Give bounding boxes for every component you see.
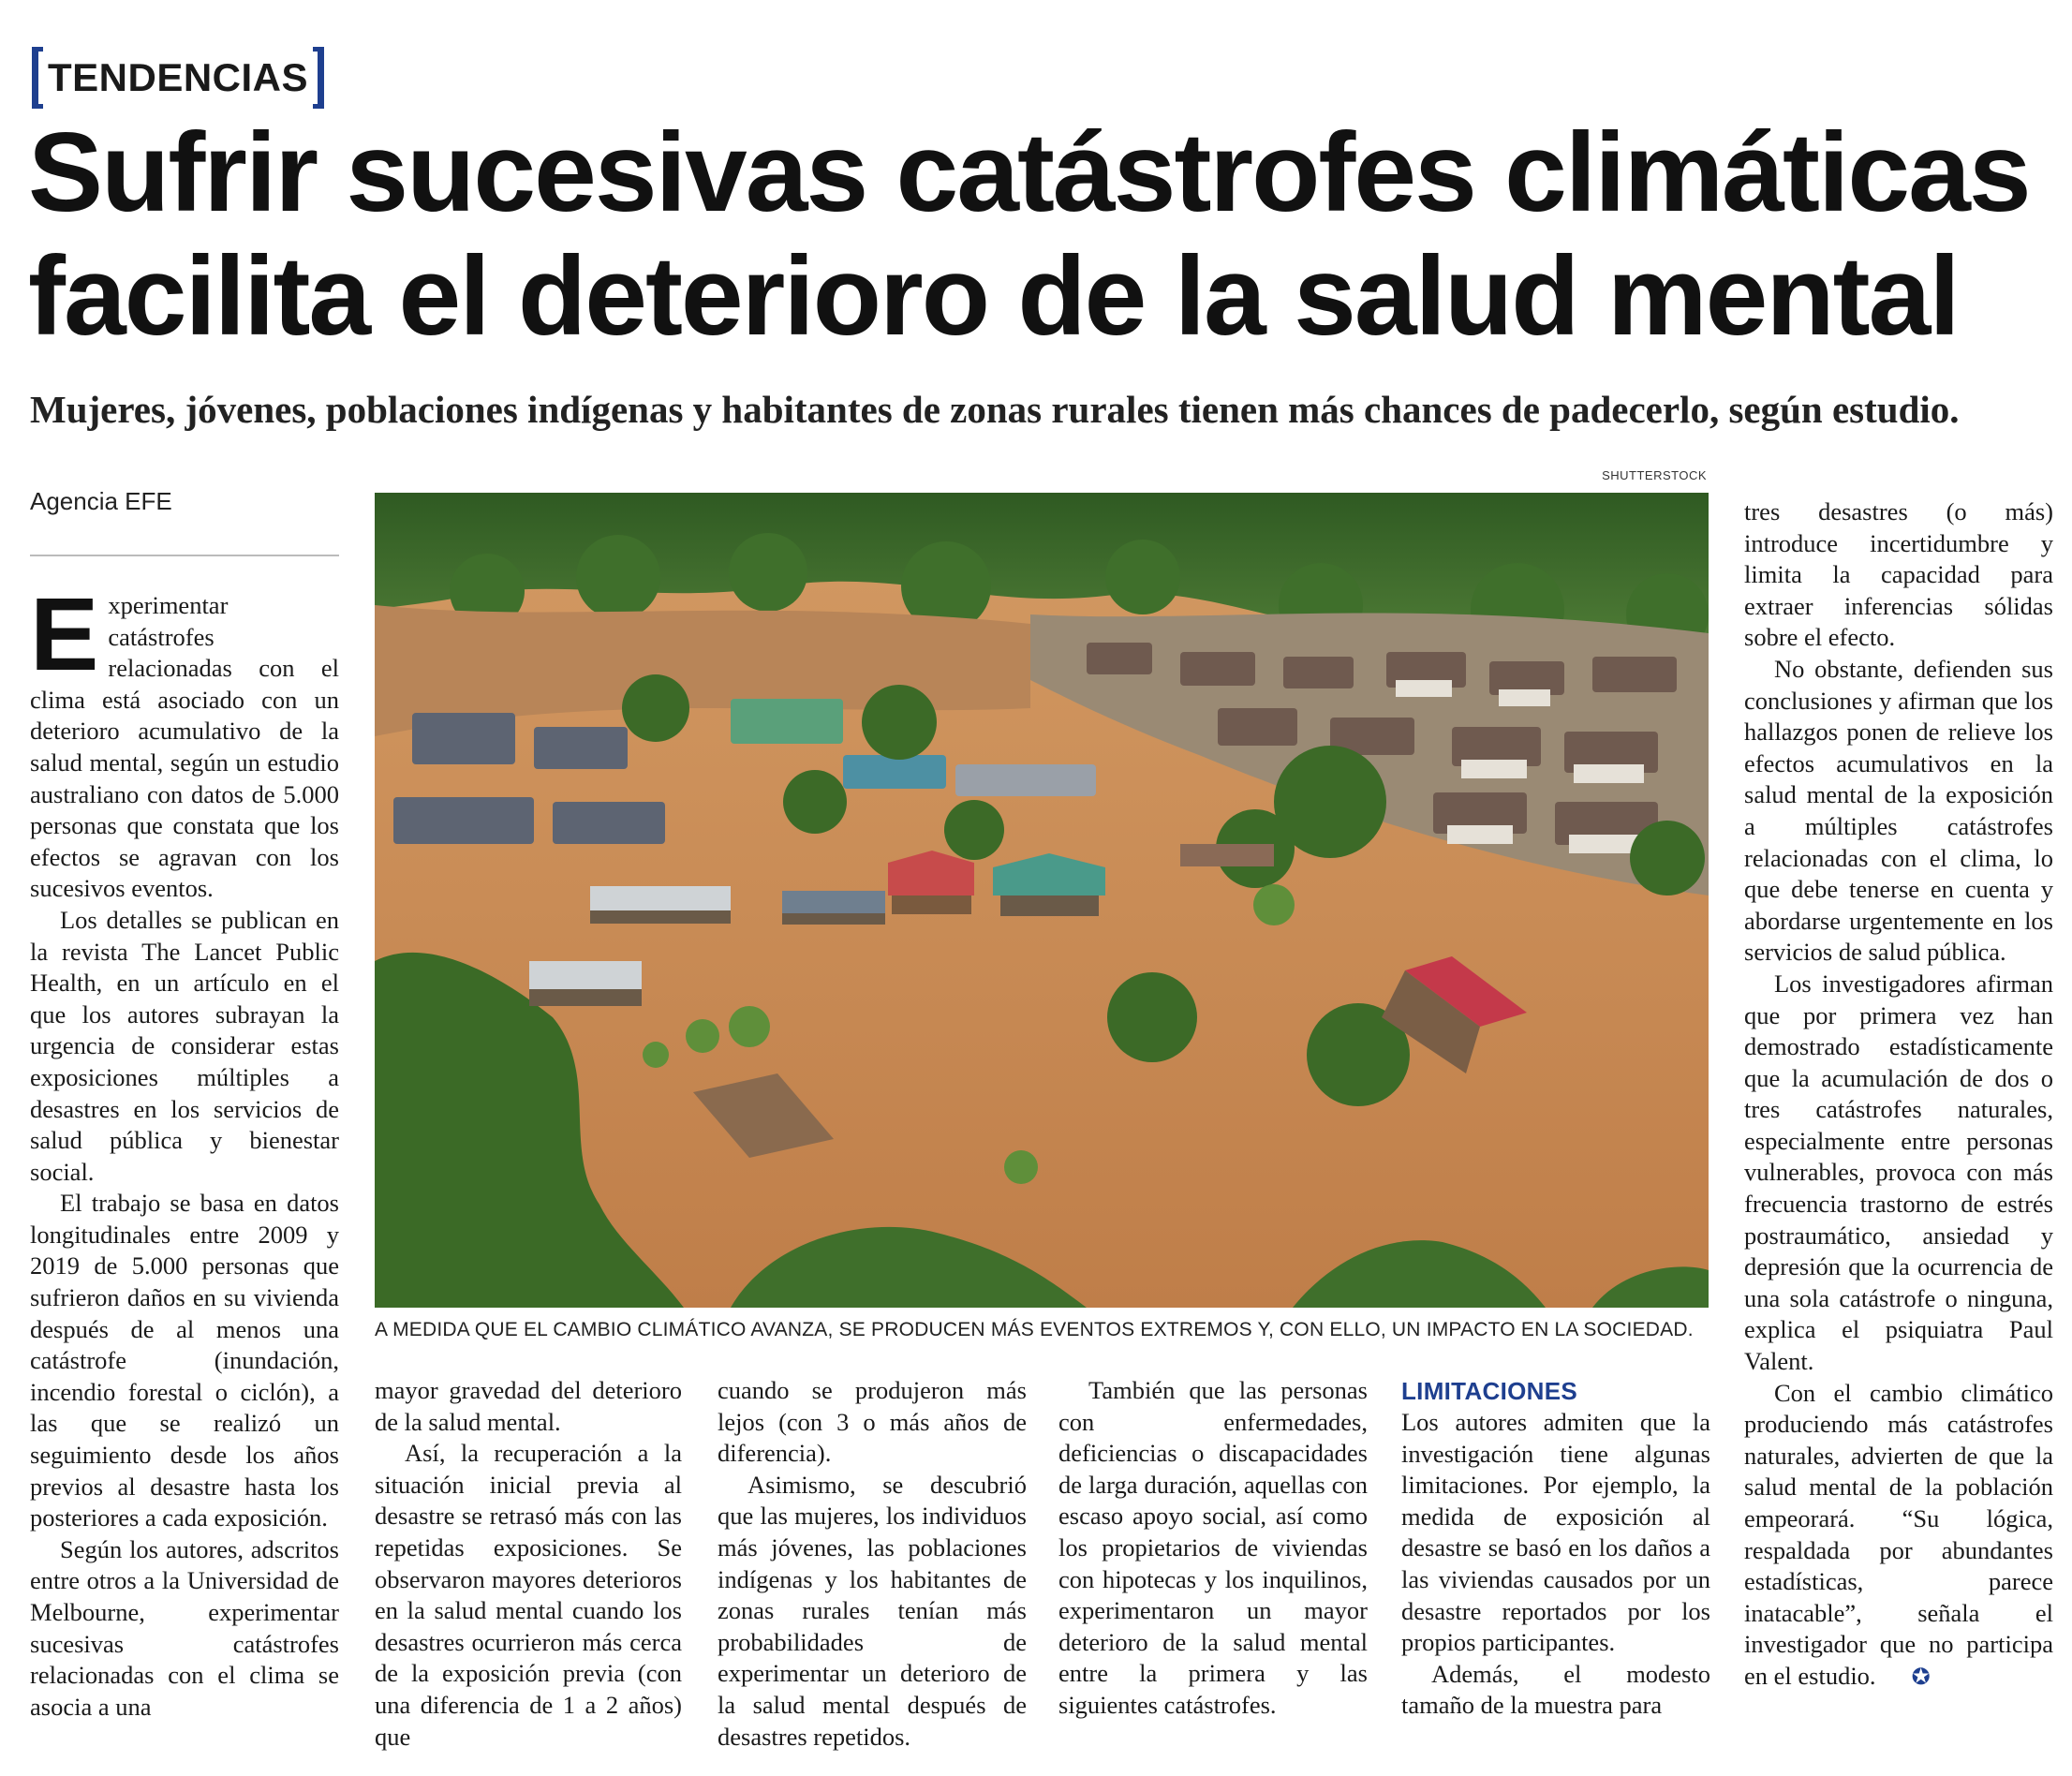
- paragraph: También que las personas con enfermedades, deficiencias o discapacidades de larga duración, aquellas con escaso apoyo social, así como los propietarios de viviendas con hipotecas y los inquilinos, experimentaron un mayor deterioro de la salud mental entre la primera y las siguientes catástrofes.: [1058, 1376, 1368, 1719]
- article-column-4: [1058, 1375, 1368, 1722]
- article-column-2: [375, 1375, 682, 1753]
- subheadline: Mujeres, jóvenes, poblaciones indígenas y habitantes de zonas rurales tienen más chances de padecerlo, según estudio.: [30, 388, 1960, 431]
- paragraph-text: Con el cambio climático produciendo más catástrofes naturales, advierten de que la salud mental de la población empeorará. “Su lógica, respaldada por abundantes estadísticas, parece inatacable”, señala el investigador que no participa en el estudio.: [1744, 1378, 2053, 1690]
- section-subtitle: LIMITACIONES: [1401, 1377, 1577, 1405]
- photo-caption: A MEDIDA QUE EL CAMBIO CLIMÁTICO AVANZA, SE PRODUCEN MÁS EVENTOS EXTREMOS Y, CON ELLO, UN IMPACTO EN LA SOCIEDAD.: [375, 1319, 1694, 1340]
- headline: [28, 111, 2051, 358]
- byline: Agencia EFE: [30, 487, 172, 515]
- paragraph: Los detalles se publican en la revista The Lancet Public Health, en un artículo en el que los autores subrayan la urgencia de considerar estas exposiciones múltiples a desastres en los servicios de salud pública y bienestar social.: [30, 905, 339, 1186]
- section-kicker: TENDENCIAS: [32, 47, 324, 109]
- article-column-5: [1401, 1375, 1710, 1722]
- paragraph: [30, 577, 339, 905]
- photo-credit: SHUTTERSTOCK: [1602, 468, 1707, 482]
- paragraph: [1744, 1378, 2053, 1694]
- end-mark-icon: ✪: [1911, 1663, 1931, 1690]
- paragraph: cuando se produjeron más lejos (con 3 o más años de diferencia).: [718, 1376, 1027, 1468]
- paragraph: Además, el modesto tamaño de la muestra para: [1401, 1659, 1710, 1720]
- headline-line-2: facilita el deterioro de la salud mental: [28, 233, 1959, 359]
- paragraph-text: xperimentar catástrofes relacionadas con el clima está asociado con un deterioro acumulativo de la salud mental, según un estudio australiano con datos de 5.000 personas que constata que los efectos se agravan con los sucesivos eventos.: [30, 591, 339, 903]
- paragraph: No obstante, defienden sus conclusiones y afirman que los hallazgos ponen de relieve los efectos acumulativos en la salud mental de la exposición a múltiples catástrofes relacionadas con el clima, lo que debe tenerse en cuenta y abordarse urgentemente en los servicios de salud pública.: [1744, 654, 2053, 967]
- article-column-3: [718, 1375, 1027, 1753]
- paragraph: Los autores admiten que la investigación tiene algunas limitaciones. Por ejemplo, la medida de exposición al desastre se basó en los daños a las viviendas causados por un desastre reportados por los propios participantes.: [1401, 1408, 1710, 1657]
- byline-divider: [30, 555, 339, 556]
- headline-line-1: Sufrir sucesivas catástrofes climáticas: [28, 110, 2030, 235]
- article-column-6: [1744, 496, 2053, 1694]
- paragraph: Asimismo, se descubrió que las mujeres, los individuos más jóvenes, las poblaciones indígenas y los habitantes de zonas rurales tenían más probabilidades de experimentar un deterioro de la salud mental después de desastres repetidos.: [718, 1470, 1027, 1751]
- paragraph: tres desastres (o más) introduce incertidumbre y limita la capacidad para extraer inferencias sólidas sobre el efecto.: [1744, 497, 2053, 652]
- drop-cap: E: [30, 577, 99, 692]
- paragraph: El trabajo se basa en datos longitudinales entre 2009 y 2019 de 5.000 personas que sufrieron daños en su vivienda después de al menos una catástrofe (inundación, incendio forestal o ciclón), a las que se realizó un seguimiento desde los años previos al desastre hasta los posteriores a cada exposición.: [30, 1189, 339, 1532]
- paragraph: mayor gravedad del deterioro de la salud mental.: [375, 1376, 682, 1436]
- flood-photo: [375, 493, 1709, 1308]
- paragraph: Así, la recuperación a la situación inicial previa al desastre se retrasó más con las repetidas exposiciones. Se observaron mayores deterioros en la salud mental cuando los desastres ocurrieron más cerca de la exposición previa (con una diferencia de 1 a 2 años) que: [375, 1439, 682, 1751]
- paragraph: Los investigadores afirman que por primera vez han demostrado estadísticamente que la acumulación de dos o tres catástrofes naturales, especialmente entre personas vulnerables, provoca con más frecuencia trastorno de estrés postraumático, ansiedad y depresión que la ocurrencia de una sola catástrofe o ninguna, explica el psiquiatra Paul Valent.: [1744, 969, 2053, 1376]
- paragraph: Según los autores, adscritos entre otros a la Universidad de Melbourne, experimentar sucesivas catástrofes relacionadas con el clima se asocia a una: [30, 1534, 339, 1721]
- article-column-1: [30, 577, 339, 1723]
